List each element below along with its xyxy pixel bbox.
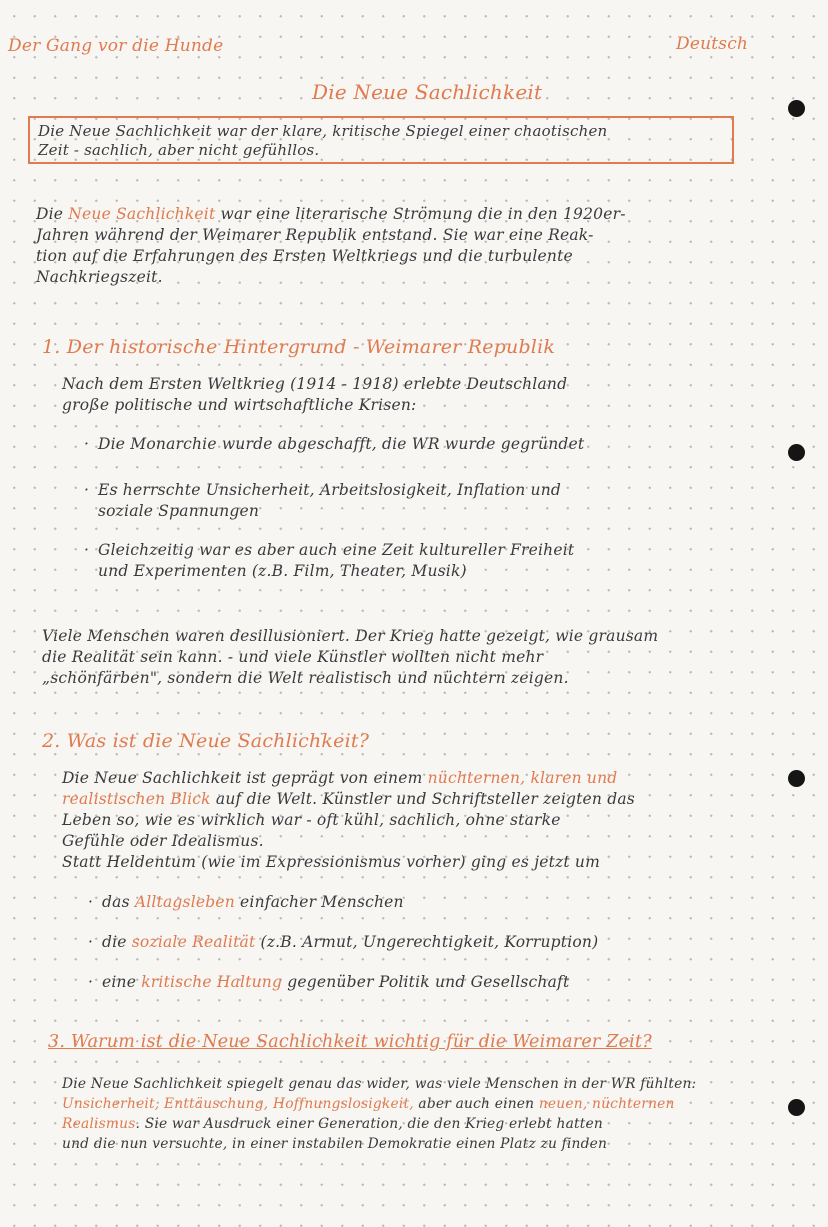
- binder-hole-2: [788, 444, 805, 461]
- subject-label: Deutsch: [676, 34, 749, 54]
- binder-hole-4: [788, 1099, 805, 1116]
- definition-line-2: Zeit - sachlich, aber nicht gefühllos.: [38, 141, 320, 159]
- section-3-body: Die Neue Sachlichkeit spiegelt genau das wider, was viele Menschen in der WR fühlten: Unsicherheit, Enttäuschung, Hoffnungslosigkeit, aber auch einen neuen, nüchternen Realismus. Sie war Ausdruck einer Generation, die den Krieg erlebt hatten und die nun versuchte, in einer instabilen Demokratie einen Platz zu finden: [62, 1076, 697, 1152]
- section-1-bullet-2: · Es herrschte Unsicherheit, Arbeitslosigkeit, Inflation und soziale Spannungen: [84, 481, 562, 520]
- section-1-bullet-1: · Die Monarchie wurde abgeschafft, die WR wurde gegründet: [84, 435, 585, 453]
- page-title: Die Neue Sachlichkeit: [312, 80, 543, 104]
- section-2-heading: 2. Was ist die Neue Sachlichkeit?: [42, 730, 370, 752]
- section-1-body: Nach dem Ersten Weltkrieg (1914 - 1918) erlebte Deutschland große politische und wirtschaftliche Krisen:: [62, 375, 568, 414]
- intro-highlight: Neue Sachlichkeit: [68, 205, 216, 223]
- section-2-bullet-2: · die soziale Realität (z.B. Armut, Ungerechtigkeit, Korruption): [88, 933, 599, 951]
- definition-box: [28, 116, 734, 164]
- section-3-heading: 3. Warum ist die Neue Sachlichkeit wichtig für die Weimarer Zeit?: [48, 1032, 652, 1052]
- intro-paragraph: Die Neue Sachlichkeit war eine literarische Strömung die in den 1920er- Jahren während der Weimarer Republik entstand. Sie war eine Reak- tion auf die Erfahrungen des Ersten Weltkriegs und die turbulente Nachkriegszeit.: [36, 205, 626, 286]
- section-2-body: Die Neue Sachlichkeit ist geprägt von einem nüchternen, klaren und realistischen Blick auf die Welt. Künstler und Schriftsteller zeigten das Leben so, wie es wirklich war - oft kühl, sachlich, ohne starke Gefühle oder Idealismus. Statt Heldentum (wie im Expressionismus vorher) ging es jetzt um: [62, 769, 635, 871]
- section-2-bullet-1: · das Alltagsleben einfacher Menschen: [88, 893, 404, 911]
- definition-line-1: Die Neue Sachlichkeit war der klare, kritische Spiegel einer chaotischen: [38, 122, 608, 140]
- section-1-heading: 1. Der historische Hintergrund - Weimarer Republik: [42, 336, 556, 358]
- transition-paragraph: Viele Menschen waren desillusioniert. Der Krieg hatte gezeigt, wie grausam die Realität sein kann. - und viele Künstler wollten nicht mehr „schönfärben", sondern die Welt realistisch und nüchtern zeigen.: [42, 627, 659, 687]
- binder-hole-1: [788, 100, 805, 117]
- section-1-bullet-3: · Gleichzeitig war es aber auch eine Zeit kultureller Freiheit und Experimenten (z.B. Film, Theater, Musik): [84, 541, 575, 580]
- section-2-bullet-3: · eine kritische Haltung gegenüber Politik und Gesellschaft: [88, 973, 570, 991]
- document-topic: Der Gang vor die Hunde: [8, 36, 224, 56]
- binder-hole-3: [788, 770, 805, 787]
